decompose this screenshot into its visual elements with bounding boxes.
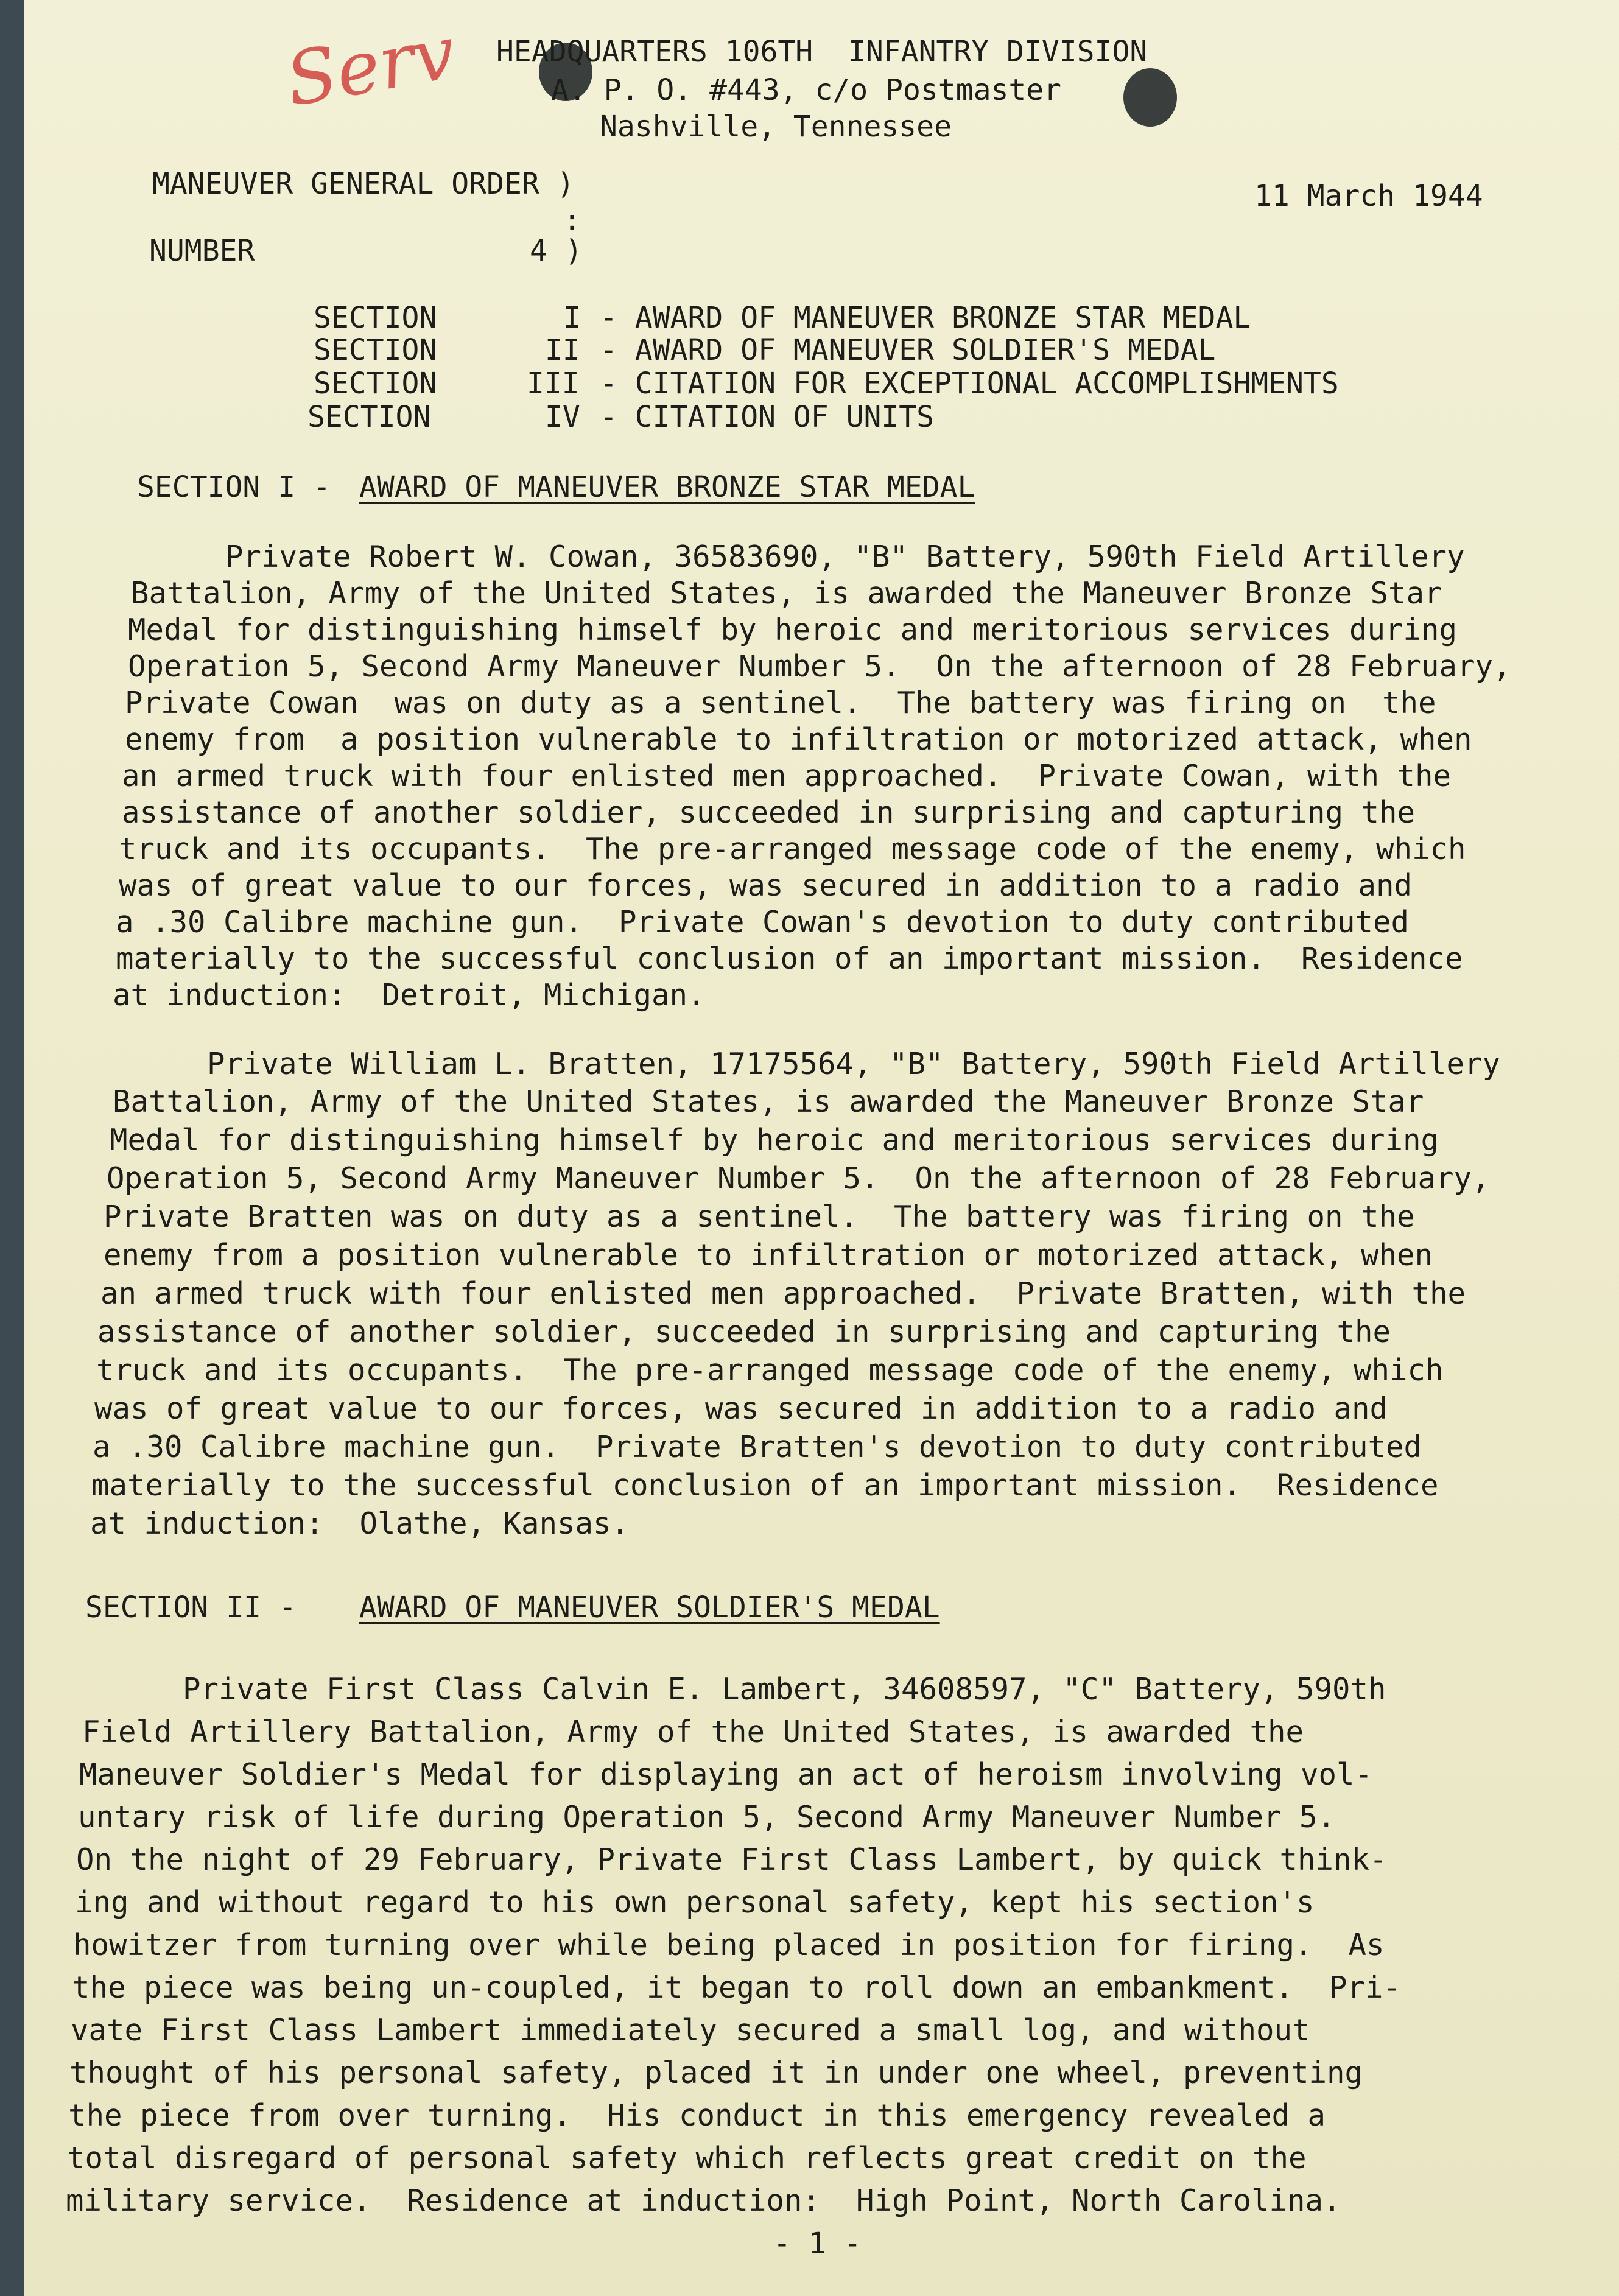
paragraph-line: an armed truck with four enlisted men approached. Private Cowan, with the [122, 759, 1452, 793]
punch-hole-right [1123, 68, 1177, 127]
paragraph-line: Private Cowan was on duty as a sentinel. The battery was firing on the [125, 686, 1436, 720]
paragraph-line: was of great value to our forces, was secured in addition to a radio and [119, 868, 1413, 903]
paragraph-line: howitzer from turning over while being placed in position for firing. As [73, 1928, 1385, 1962]
paragraph-line: Private Bratten was on duty as a sentinel. The battery was firing on the [104, 1199, 1415, 1234]
paragraph-line: at induction: Detroit, Michigan. [113, 978, 706, 1013]
paragraph-line: the piece from over turning. His conduct in this emergency revealed a [68, 2098, 1326, 2133]
order-label: MANEUVER GENERAL ORDER ) [152, 167, 575, 201]
paragraph-line: Operation 5, Second Army Maneuver Number 5. On the afternoon of 28 February, [107, 1161, 1490, 1196]
header-line-1: HEADQUARTERS 106TH INFANTRY DIVISION [496, 35, 1148, 69]
paragraph-line: was of great value to our forces, was secured in addition to a radio and [94, 1391, 1388, 1426]
paragraph-line: enemy from a position vulnerable to infiltration or motorized attack, when [104, 1238, 1433, 1273]
background-edge [0, 0, 24, 2296]
paragraph-line: Operation 5, Second Army Maneuver Number 5. On the afternoon of 28 February, [128, 649, 1511, 684]
toc-section-label: SECTION [314, 301, 437, 335]
section-1-title: AWARD OF MANEUVER BRONZE STAR MEDAL [359, 470, 975, 504]
section-1-prefix: SECTION I - [137, 470, 331, 504]
paragraph-line: thought of his personal safety, placed it in under one wheel, preventing [69, 2056, 1363, 2090]
paragraph-line: Maneuver Soldier's Medal for displaying an act of heroism involving vol- [79, 1757, 1373, 1792]
paragraph-line: military service. Residence at induction: High Point, North Carolina. [66, 2183, 1341, 2218]
paragraph-line: Battalion, Army of the United States, is awarded the Maneuver Bronze Star [131, 576, 1442, 611]
paragraph-line: On the night of 29 February, Private First Class Lambert, by quick think- [76, 1842, 1388, 1877]
toc-title: - AWARD OF MANEUVER SOLDIER'S MEDAL [600, 333, 1216, 367]
order-colon: : [563, 203, 581, 237]
paragraph-line: a .30 Calibre machine gun. Private Cowan's devotion to duty contributed [116, 905, 1410, 939]
page-number: - 1 - [773, 2227, 862, 2261]
paragraph-line: a .30 Calibre machine gun. Private Bratten's devotion to duty contributed [93, 1430, 1422, 1464]
toc-numeral: III [527, 367, 580, 401]
toc-section-label: SECTION [314, 333, 437, 367]
paragraph-line: untary risk of life during Operation 5, Second Army Maneuver Number 5. [78, 1800, 1336, 1834]
toc-section-label: SECTION [314, 367, 437, 401]
toc-section-label: SECTION [307, 400, 431, 434]
paragraph-line: enemy from a position vulnerable to infiltration or motorized attack, when [125, 722, 1472, 757]
paragraph-line: Medal for distinguishing himself by heroic and meritorious services during [110, 1123, 1439, 1157]
paragraph-line: vate First Class Lambert immediately secured a small log, and without [71, 2013, 1310, 2048]
handwritten-mark: Serv [280, 10, 462, 124]
header-line-3: Nashville, Tennessee [600, 110, 952, 144]
paragraph-line: the piece was being un-coupled, it began to roll down an embankment. Pri- [72, 1970, 1402, 2005]
paragraph-line: Private William L. Bratten, 17175564, "B" Battery, 590th Field Artillery [207, 1047, 1501, 1081]
order-date: 11 March 1944 [1254, 179, 1483, 213]
paragraph-line: at induction: Olathe, Kansas. [90, 1506, 630, 1541]
paragraph-line: total disregard of personal safety which reflects great credit on the [67, 2141, 1307, 2175]
paragraph-line: materially to the successful conclusion of an important mission. Residence [91, 1468, 1439, 1503]
paragraph-line: Private First Class Calvin E. Lambert, 34608597, "C" Battery, 590th [183, 1672, 1386, 1707]
order-number-label: NUMBER [149, 234, 255, 268]
paragraph-line: Battalion, Army of the United States, is awarded the Maneuver Bronze Star [113, 1084, 1424, 1119]
paragraph-line: assistance of another soldier, succeeded in surprising and capturing the [122, 795, 1416, 830]
paragraph-line: ing and without regard to his own personal safety, kept his section's [75, 1885, 1315, 1920]
header-line-2: A. P. O. #443, c/o Postmaster [551, 73, 1062, 107]
toc-numeral: IV [545, 400, 580, 434]
paragraph-line: truck and its occupants. The pre-arranged message code of the enemy, which [119, 832, 1466, 866]
section-2-title: AWARD OF MANEUVER SOLDIER'S MEDAL [359, 1590, 940, 1624]
toc-numeral: II [545, 333, 580, 367]
toc-title: - CITATION OF UNITS [600, 400, 935, 434]
toc-numeral: I [563, 301, 581, 335]
section-2-prefix: SECTION II - [85, 1590, 297, 1624]
order-number: 4 ) [530, 234, 583, 268]
toc-title: - AWARD OF MANEUVER BRONZE STAR MEDAL [600, 301, 1251, 335]
paragraph-line: Private Robert W. Cowan, 36583690, "B" Battery, 590th Field Artillery [225, 539, 1465, 574]
toc-title: - CITATION FOR EXCEPTIONAL ACCOMPLISHMENTS [600, 367, 1339, 401]
paragraph-line: an armed truck with four enlisted men approached. Private Bratten, with the [100, 1276, 1466, 1311]
paragraph-line: Field Artillery Battalion, Army of the United States, is awarded the [82, 1715, 1304, 1749]
paragraph-line: Medal for distinguishing himself by heroic and meritorious services during [128, 613, 1458, 647]
paragraph-line: truck and its occupants. The pre-arranged message code of the enemy, which [96, 1353, 1444, 1388]
paragraph-line: assistance of another soldier, succeeded in surprising and capturing the [97, 1315, 1391, 1349]
paragraph-line: materially to the successful conclusion of an important mission. Residence [116, 941, 1463, 976]
